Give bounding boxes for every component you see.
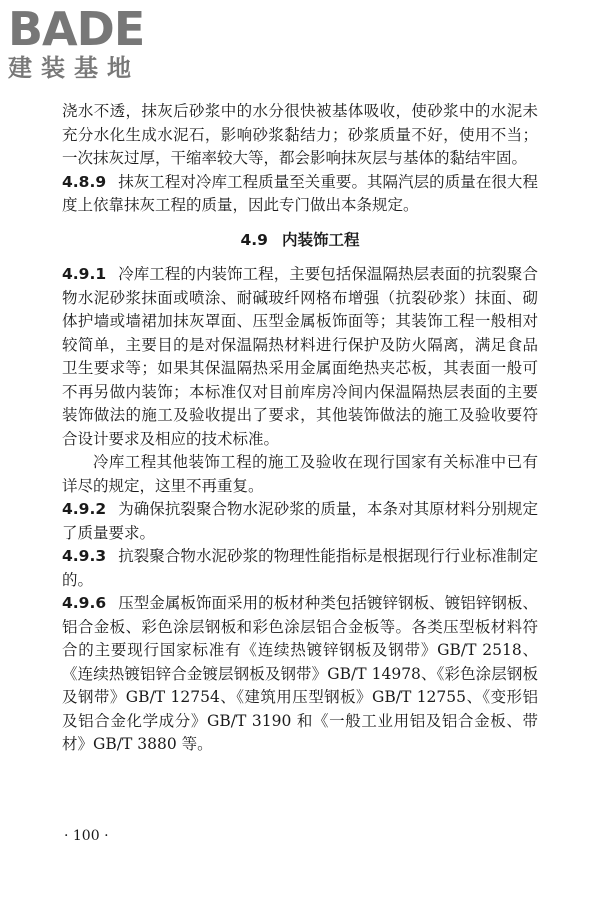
clause-4-9-3	[62, 545, 538, 592]
clause-text: 为确保抗裂聚合物水泥砂浆的质量，本条对其原材料分别规定了质量要求。	[62, 500, 538, 542]
logo-brand: BADE	[8, 2, 145, 56]
section-title-text: 内装饰工程	[281, 230, 360, 249]
paragraph-text: 浇水不透，抹灰后砂浆中的水分很快被基体吸收，使砂浆中的水泥未充分水化生成水泥石，影响砂浆黏结力；砂浆质量不好，使用不当；一次抹灰过厚，干缩率较大等，都会影响抹灰层与基体的黏结牢固。	[62, 102, 538, 167]
section-heading	[62, 229, 538, 253]
logo-tagline: 建装基地	[8, 54, 140, 82]
bade-logo	[8, 2, 178, 86]
clause-number: 4.9.6	[62, 594, 107, 612]
clause-text: 冷库工程的内装饰工程，主要包括保温隔热层表面的抗裂聚合物水泥砂浆抹面或喷涂、耐碱玻纤网格布增强（抗裂砂浆）抹面、砌体护墙或墙裙加抹灰罩面、压型金属板饰面等；其装饰工程一般相对较简单，主要目的是对保温隔热材料进行保护及防火隔离，满足食品卫生要求等；如果其保温隔热采用金属面绝热夹芯板，其表面一般可不再另做内装饰；本标准仅对目前库房冷间内保温隔热层表面的主要装饰做法的施工及验收提出了要求，其他装饰做法的施工及验收要符合设计要求及相应的技术标准。	[62, 265, 538, 448]
clause-4-9-1-continuation	[62, 451, 538, 498]
clause-4-8-9	[62, 171, 538, 218]
clause-4-9-6	[62, 592, 538, 757]
clause-number: 4.9.3	[62, 547, 107, 565]
paragraph-continued	[62, 100, 538, 171]
clause-4-9-1	[62, 263, 538, 451]
section-number: 4.9	[240, 230, 268, 249]
clause-number: 4.9.2	[62, 500, 107, 518]
clause-number: 4.8.9	[62, 172, 107, 191]
clause-number: 4.9.1	[62, 265, 107, 283]
clause-text: 抹灰工程对冷库工程质量至关重要。其隔汽层的质量在很大程度上依靠抹灰工程的质量，因此专门做出本条规定。	[62, 172, 538, 214]
document-body	[62, 100, 538, 757]
clause-text: 压型金属板饰面采用的板材种类包括镀锌钢板、镀铝锌钢板、铝合金板、彩色涂层钢板和彩色涂层铝合金板等。各类压型板材料符合的主要现行国家标准有《连续热镀锌钢板及钢带》GB/T 2518、《连续热镀铝锌合金镀层钢板及钢带》GB/T 14978、《彩色涂层钢板及钢带》GB/T 12754、《建筑用压型钢板》GB/T 12755、《变形铝及铝合金化学成分》GB/T 3190 和《一般工业用铝及铝合金板、带材》GB/T 3880 等。	[62, 594, 538, 753]
clause-text: 抗裂聚合物水泥砂浆的物理性能指标是根据现行行业标准制定的。	[62, 547, 538, 589]
clause-4-9-2	[62, 498, 538, 545]
paragraph-text: 冷库工程其他装饰工程的施工及验收在现行国家有关标准中已有详尽的规定，这里不再重复。	[62, 453, 538, 495]
page-number: · 100 ·	[64, 828, 109, 844]
